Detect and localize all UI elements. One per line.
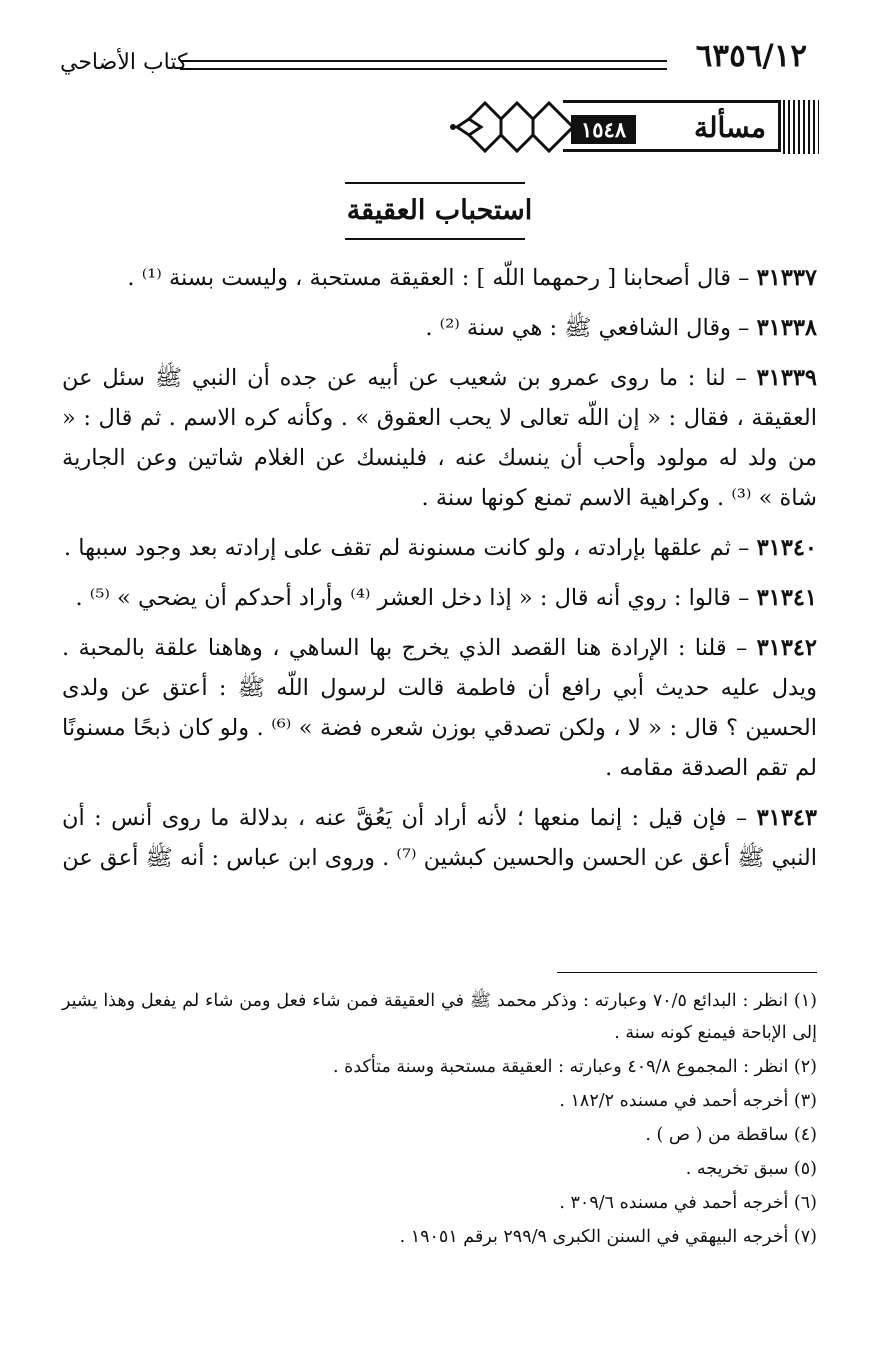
paragraph-text: – لنا : ما روى عمرو بن شعيب عن أبيه عن جده أن النبي ﷺ سئل عن العقيقة ، فقال : « إن اللّه تعالى لا يحب العقوق » . وكأنه كره الاسم . ثم قال : « من ولد له مولود وأحب أن ينسك عنه ، فلينسك عن الغلام شاتين وعن الجارية شاة » ⁽³⁾ . وكراهية الاسم تمنع كونها سنة . (62, 365, 817, 511)
footnote-rule (557, 972, 817, 973)
footnote: (٥) سبق تخريجه . (685, 1159, 817, 1179)
paragraph-text: – قال أصحابنا [ رحمهما اللّه ] : العقيقة مستحبة ، وليست بسنة ⁽¹⁾ . (127, 265, 750, 291)
issue-label: مسألة (693, 111, 766, 144)
paragraph (62, 258, 817, 298)
paragraph-text: – قالوا : روي أنه قال : « إذا دخل العشر ⁽⁴⁾ وأراد أحدكم أن يضحي » ⁽⁵⁾ . (75, 585, 750, 611)
banner-box (563, 100, 781, 152)
footnotes (62, 985, 817, 1255)
paragraph-number: ٣١٣٣٧ (756, 265, 817, 291)
title-rule-top (345, 182, 525, 184)
paragraph (62, 628, 817, 788)
footnote: (١) انظر : البدائع ٧٠/٥ وعبارته : وذكر محمد ﷺ في العقيقة فمن شاء فعل ومن شاء لم يفعل وهذا يشير إلى الإباحة فيمنع كونه سنة . (62, 991, 817, 1043)
page-number: ٦٣٥٦/١٢ (695, 38, 807, 74)
paragraph-number: ٣١٣٣٨ (756, 315, 817, 341)
paragraph (62, 578, 817, 618)
footnote: (٣) أخرجه أحمد في مسنده ١٨٢/٢ . (559, 1091, 817, 1111)
paragraph (62, 358, 817, 518)
paragraph-number: ٣١٣٣٩ (756, 365, 817, 391)
section-title: استحباب العقيقة (346, 195, 533, 226)
footnote: (٤) ساقطة من ( ص ) . (645, 1125, 817, 1145)
issue-banner (509, 100, 819, 156)
banner-hatching (783, 100, 819, 154)
paragraph (62, 308, 817, 348)
running-header (60, 38, 807, 88)
header-double-rule (180, 60, 667, 70)
footnote: (٦) أخرجه أحمد في مسنده ٣٠٩/٦ . (559, 1193, 817, 1213)
paragraph-text: – فإن قيل : إنما منعها ؛ لأنه أراد أن يَعُقَّ عنه ، بدلالة ما روى أنس : أن النبي ﷺ أعق عن الحسن والحسين كبشين ⁽⁷⁾ . وروى ابن عباس : أنه ﷺ أعق عن (62, 805, 817, 871)
paragraph-text: – قلنا : الإرادة هنا القصد الذي يخرج بها الساهي ، وهاهنا علقة بالمحبة . ويدل عليه حديث أبي رافع أن فاطمة قالت لرسول اللّه ﷺ : أعتق عن ولدى الحسين ؟ قال : « لا ، ولكن تصدقي بوزن شعره فضة » ⁽⁶⁾ . ولو كان ذبحًا مسنونًا لم تقم الصدقة مقامه . (62, 635, 817, 781)
title-rule-bottom (345, 238, 525, 240)
footnote: (٧) أخرجه البيهقي في السنن الكبرى ٢٩٩/٩ برقم ١٩٠٥١ . (399, 1227, 817, 1247)
footnote: (٢) انظر : المجموع ٤٠٩/٨ وعبارته : العقيقة مستحبة وسنة متأكدة . (333, 1057, 817, 1077)
ornament-icon (449, 98, 574, 156)
main-text (62, 258, 817, 888)
issue-number: ١٥٤٨ (571, 115, 636, 144)
paragraph-text: – وقال الشافعي ﷺ : هي سنة ⁽²⁾ . (425, 315, 750, 341)
paragraph-number: ٣١٣٤٠ (756, 535, 817, 561)
paragraph (62, 798, 817, 878)
paragraph-number: ٣١٣٤٣ (756, 805, 818, 831)
book-title: كتاب الأضاحي (60, 50, 188, 75)
paragraph-number: ٣١٣٤١ (756, 585, 817, 611)
paragraph-text: – ثم علقها بإرادته ، ولو كانت مسنونة لم تقف على إرادته بعد وجود سببها . (63, 535, 750, 561)
paragraph (62, 528, 817, 568)
paragraph-number: ٣١٣٤٢ (756, 635, 817, 661)
